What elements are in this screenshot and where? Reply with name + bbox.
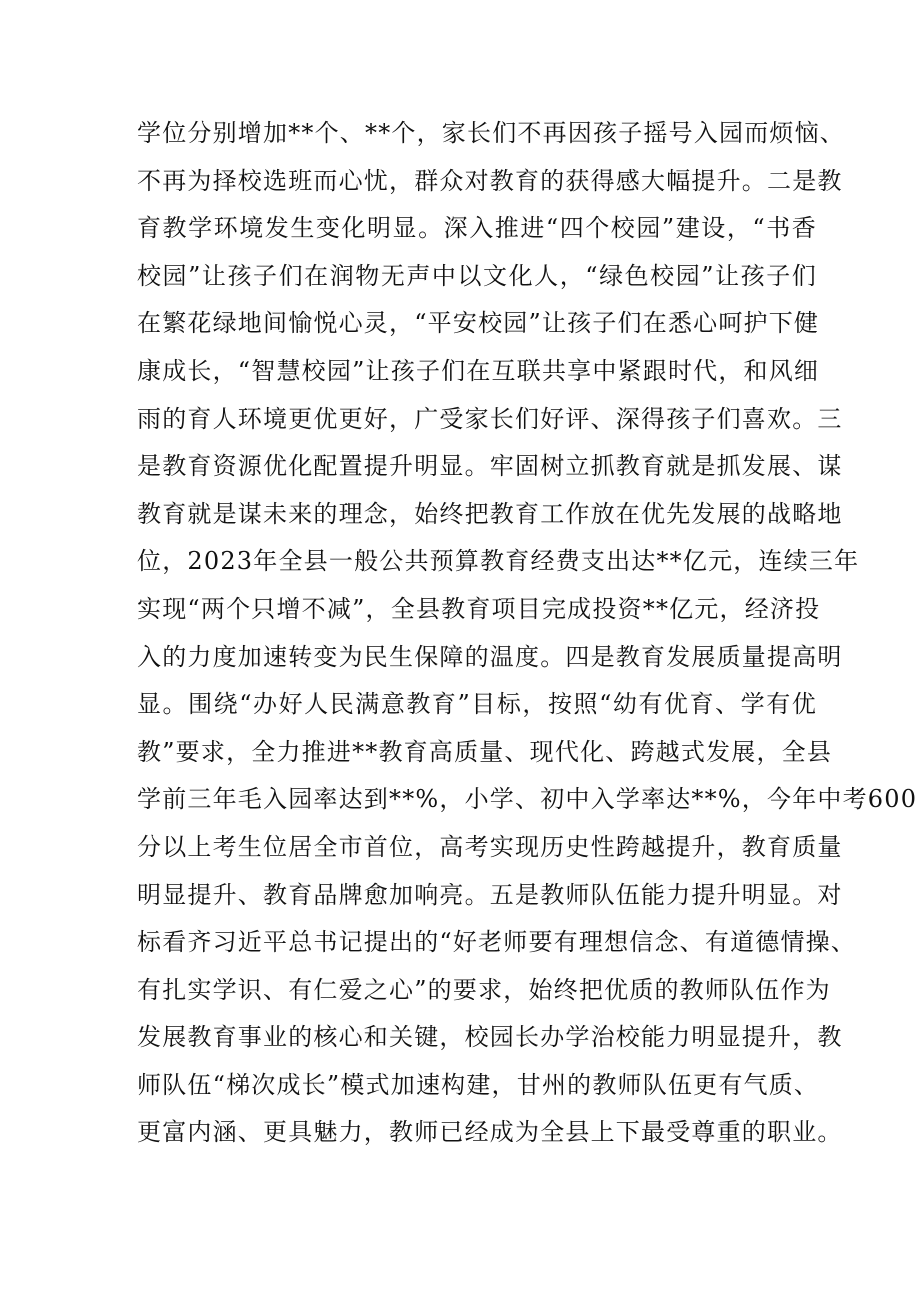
- text-line: 在繁花绿地间愉悦心灵，“平安校园”让孩子们在悉心呵护下健: [137, 309, 820, 338]
- text-line: 校园”让孩子们在润物无声中以文化人，“绿色校园”让孩子们: [137, 261, 817, 290]
- text-line: 明显提升、教育品牌愈加响亮。五是教师队伍能力提升明显。对: [137, 880, 843, 909]
- text-line: 实现“两个只增不减”，全县教育项目完成投资**亿元，经济投: [137, 594, 821, 623]
- text-line: 教”要求，全力推进**教育高质量、现代化、跨越式发展，全县: [137, 737, 833, 766]
- text-line: 育教学环境发生变化明显。深入推进“四个校园”建设，“书香: [137, 214, 817, 243]
- text-line: 显。围绕“办好人民满意教育”目标，按照“幼有优育、学有优: [137, 690, 817, 719]
- body-paragraph: [137, 110, 918, 1157]
- text-line: 雨的育人环境更优更好，广受家长们好评、深得孩子们喜欢。三: [137, 404, 843, 433]
- text-line: 康成长，“智慧校园”让孩子们在互联共享中紧跟时代，和风细: [137, 356, 820, 385]
- text-line: 入的力度加速转变为民生保障的温度。四是教育发展质量提高明: [137, 642, 843, 671]
- text-line: 学前三年毛入园率达到**%，小学、初中入学率达**%，今年中考600: [137, 785, 918, 814]
- text-line: 教育就是谋未来的理念，始终把教育工作放在优先发展的战略地: [137, 499, 843, 528]
- text-line: 分以上考生位居全市首位，高考实现历史性跨越提升，教育质量: [137, 832, 843, 861]
- text-line: 发展教育事业的核心和关键，校园长办学治校能力明显提升，教: [137, 1023, 843, 1052]
- text-line: 是教育资源优化配置提升明显。牢固树立抓教育就是抓发展、谋: [137, 452, 843, 481]
- text-line: 师队伍“梯次成长”模式加速构建，甘州的教师队伍更有气质、: [137, 1070, 820, 1099]
- text-line: 不再为择校选班而心忧，群众对教育的获得感大幅提升。二是教: [137, 166, 843, 195]
- text-line: 有扎实学识、有仁爱之心”的要求，始终把优质的教师队伍作为: [137, 975, 831, 1004]
- text-line: 标看齐习近平总书记提出的“好老师要有理想信念、有道德情操、: [137, 928, 857, 957]
- text-line: 位，2023年全县一般公共预算教育经费支出达**亿元，连续三年: [137, 547, 860, 576]
- text-line: 更富内涵、更具魅力，教师已经成为全县上下最受尊重的职业。: [137, 1118, 843, 1147]
- text-line: 学位分别增加**个、**个，家长们不再因孩子摇号入园而烦恼、: [137, 119, 845, 147]
